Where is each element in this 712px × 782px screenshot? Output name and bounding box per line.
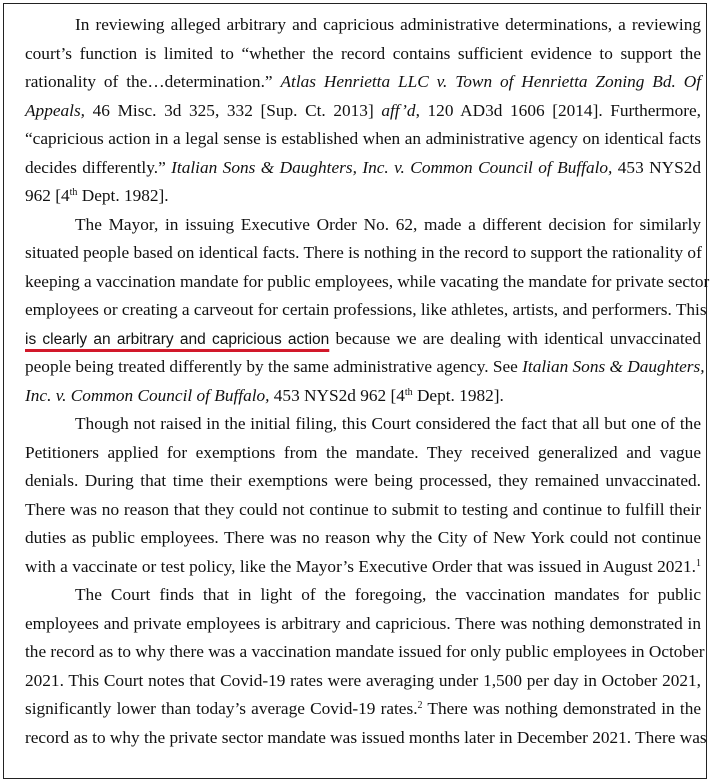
- text-line: [25, 68, 701, 97]
- text-run: Dept. 1982].: [77, 186, 169, 205]
- paragraph-4: [25, 581, 707, 752]
- text-run: because we are dealing with identical unvaccinated: [329, 328, 701, 348]
- text-line: [25, 410, 701, 439]
- text-line: [25, 97, 701, 126]
- text-line: [25, 268, 710, 297]
- text-line: [25, 182, 701, 211]
- text-line: [25, 239, 701, 268]
- superscript: 2: [417, 700, 423, 711]
- text-run: Petitioners applied for exemptions from the mandate. They received generalized and vague: [25, 442, 701, 462]
- text-line: [25, 724, 707, 753]
- text-run: 962 [4: [25, 186, 70, 205]
- text-line: [25, 325, 701, 354]
- text-run: 46 Misc. 3d 325, 332 [Sup. Ct. 2013]: [85, 100, 382, 120]
- text-run: employees and private employees is arbitrary and capricious. There was nothing demonstrated in: [25, 613, 701, 633]
- case-citation: Inc. v. Common Council of Buffalo,: [25, 385, 270, 405]
- text-line: [25, 553, 701, 582]
- text-run: , 120 AD3d 1606 [2014]. Furthermore,: [415, 100, 701, 120]
- document-body: [25, 11, 710, 752]
- text-run: people being treated differently by the same administrative agency. See: [25, 357, 523, 376]
- text-run: with a vaccinate or test policy, like the Mayor’s Executive Order that was issued in August 2021.: [25, 556, 696, 576]
- superscript: 1: [696, 557, 701, 569]
- text-run: Dept. 1982].: [412, 385, 504, 405]
- text-run: situated people based on identical facts. There is nothing in the record to support the rationality of: [25, 243, 702, 262]
- text-run: 453 NYS2d 962 [4: [269, 385, 405, 405]
- text-line: [25, 667, 701, 696]
- case-citation: Appeals,: [25, 100, 85, 120]
- text-run: There was nothing demonstrated in the: [422, 699, 702, 718]
- document-page: [3, 3, 710, 779]
- text-run: denials. During that time their exemptions were being processed, they remained unvaccinated.: [25, 471, 701, 490]
- text-run: 453 NYS2d: [612, 157, 701, 177]
- text-line: [25, 154, 701, 183]
- paragraph-2: [25, 211, 710, 411]
- text-line: [25, 496, 701, 525]
- text-line: [25, 695, 701, 724]
- text-run: significantly lower than today’s average Covid-19 rates.: [25, 699, 418, 718]
- text-line: [25, 296, 707, 325]
- paragraph-1: [25, 11, 701, 211]
- text-run: the record as to why there was a vaccination mandate issued for only public employees in October: [25, 642, 705, 661]
- text-run: duties as public employees. There was no reason why the City of New York could not continue: [25, 528, 701, 547]
- paragraph-3: [25, 410, 701, 581]
- text-line: [25, 439, 701, 468]
- text-run: In reviewing alleged arbitrary and capricious administrative determinations, a reviewing: [75, 15, 701, 34]
- text-run: keeping a vaccination mandate for public employees, while vacating the mandate for private sector: [25, 271, 710, 291]
- text-run: rationality of the…determination.”: [25, 72, 281, 91]
- text-line: [25, 638, 705, 667]
- case-citation: aff’d: [381, 100, 416, 120]
- text-line: [25, 524, 701, 553]
- text-run: “capricious action in a legal sense is established when an administrative agency on identical facts: [25, 129, 701, 148]
- text-line: [25, 40, 701, 69]
- text-run: record as to why the private sector mandate was issued months later in December 2021. There was: [25, 727, 707, 747]
- text-run: decides differently.”: [25, 157, 172, 177]
- text-run: The Court finds that in light of the foregoing, the vaccination mandates for public: [75, 585, 701, 604]
- case-citation: Italian Sons & Daughters, Inc. v. Common Council of Buffalo,: [171, 157, 613, 177]
- text-line: [25, 581, 701, 610]
- text-run: Though not raised in the initial filing, this Court considered the fact that all but one of the: [75, 414, 701, 433]
- case-citation: Italian Sons & Daughters,: [522, 357, 705, 376]
- text-run: employees or creating a carveout for certain professions, like athletes, artists, and performers. This: [25, 300, 707, 319]
- text-line: [25, 382, 701, 411]
- superscript: th: [69, 187, 78, 198]
- highlighted-phrase: is clearly an arbitrary and capricious action: [25, 330, 330, 348]
- text-line: [25, 211, 701, 240]
- text-line: [25, 353, 705, 382]
- text-line: [25, 11, 701, 40]
- text-run: court’s function is limited to “whether the record contains sufficient evidence to support the: [25, 43, 701, 63]
- superscript: th: [404, 386, 413, 398]
- text-run: There was no reason that they could not continue to submit to testing and continue to fulfill their: [25, 499, 701, 519]
- text-line: [25, 610, 701, 639]
- text-line: [25, 125, 701, 154]
- text-run: The Mayor, in issuing Executive Order No. 62, made a different decision for similarly: [75, 214, 701, 234]
- text-line: [25, 467, 701, 496]
- text-run: 2021. This Court notes that Covid-19 rates were averaging under 1,500 per day in October 2021,: [25, 670, 701, 690]
- case-citation: Atlas Henrietta LLC v. Town of Henrietta Zoning Bd. Of: [280, 72, 701, 91]
